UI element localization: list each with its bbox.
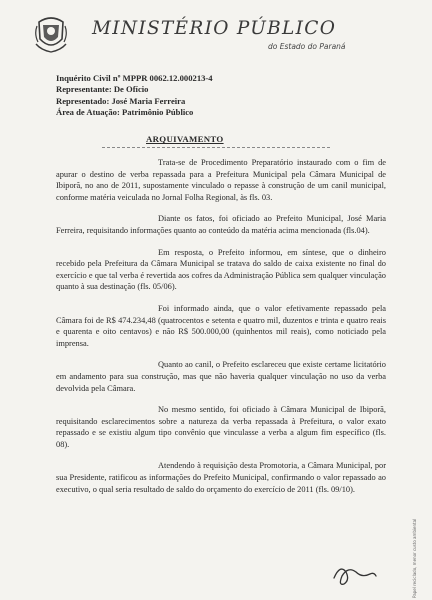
paragraph: Diante os fatos, foi oficiado ao Prefeito Municipal, José Maria Ferreira, requisitando informações quanto ao conteúdo da matéria acima mencionada (fls.04). [56,214,386,235]
divider [102,147,330,148]
paragraph: No mesmo sentido, foi oficiado à Câmara Municipal de Ibiporã, requisitando esclarecimentos sobre a natureza da verba repassada à Prefeitura, o valor exato repassado e se existiu algum tipo convênio que vinculasse a verba a algum fim específico (fls. 08). [56,405,386,449]
institution-subtitle: do Estado do Paraná [268,42,346,51]
recycled-paper-note: Papel reciclado, menor custo ambiental [412,518,417,598]
paragraph: Em resposta, o Prefeito informou, em síntese, que o dinheiro recebido pela Prefeitura da Câmara Municipal se tratava do saldo de caixa existente no final do exercício e que tal verba é revertida aos cofres da Administração Pública sem qualquer vinculação quanto à sua destinação (fls. 05/06). [56,247,386,292]
inquerito-number: Inquérito Civil nº MPPR 0062.12.000213-4 [56,73,213,83]
case-metadata [56,73,213,118]
paragraph: Foi informado ainda, que o valor efetivamente repassado pela Câmara foi de R$ 474.234,48 (quatrocentos e setenta e quatro mil, duzentos e trinta e quatro reais e quarenta e oito centavos) e não R$ 500.000,00 (quinhentos mil reais), como noticiado pela imprensa. [56,303,386,348]
representante: Representante: De Ofício [56,84,149,95]
area-atuacao: Área de Atuação: Patrimônio Público [56,106,194,117]
paragraph: Quanto ao canil, o Prefeito esclareceu que existe certame licitatório em andamento para sua construção, mas que não haveria qualquer vinculação no uso da verba devolvida pela Câmara. [56,360,386,393]
institution-title: MINISTÉRIO PÚBLICO [92,18,337,39]
paragraph: Trata-se de Procedimento Preparatório instaurado com o fim de apurar o destino de verba repassada para a Prefeitura Municipal pela Câmara Municipal de Ibiporã, no ano de 2011, supostamente vinculado o repasse à construção de um canil municipal, conforme matéria veiculada no Jornal Folha Regional, às fls. 03. [56,158,386,202]
coat-of-arms-icon [34,14,68,54]
document-body [56,157,386,505]
representado: Representado: José Maria Ferreira [56,95,186,106]
section-title: ARQUIVAMENTO [146,134,224,144]
paragraph: Atendendo à requisição desta Promotoria, a Câmara Municipal, por sua Presidente, ratificou as informações do Prefeito Municipal, confirmando o valor repassado ao executivo, o qual seria resultado de saldo do orçamento do exercício de 2011 (fls. 09/10). [56,461,386,494]
signature-mark [330,558,378,590]
